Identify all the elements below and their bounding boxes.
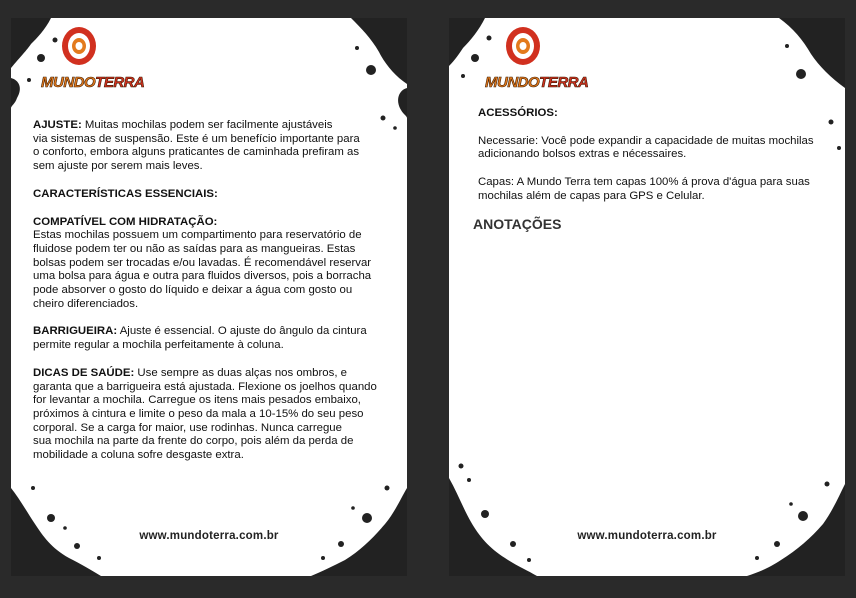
- caracteristicas-heading: CARACTERÍSTICAS ESSENCIAIS:: [33, 187, 218, 200]
- right-page-content: [478, 107, 838, 218]
- mundoterra-logo: [483, 24, 589, 96]
- anotacoes-heading: ANOTAÇÕES: [473, 216, 562, 232]
- necessarie-paragraph: Necessarie: Você pode expandir a capacidade de muitas mochilas adicionando bolsos extras e nécessaires.: [478, 134, 814, 161]
- barrigueira-paragraph: [33, 325, 405, 352]
- dicas-text: Use sempre as duas alças nos ombros, e garanta que a barrigueira está ajustada. Flexione os joelhos quando for levantar a mochila. Carregue os itens mais pesados embaixo, próximos à cintura e limite o peso da mala a 10-15% do seu peso corporal. Se a carga for maior, use rodinhas. Nunca carregue sua mochila na parte da frente do corpo, pois além da perda de mobilidade a coluna sofre desgaste extra.: [33, 366, 377, 462]
- right-page: [449, 18, 845, 576]
- spiral-logo-icon: [59, 24, 99, 68]
- hidratacao-text: Estas mochilas possuem um compartimento para reservatório de fluidose podem ter ou não as saídas para as mangueiras. Estas bolsas podem ser trocadas e/ou lavadas. É recomendável reservar uma bolsa para água e outra para fluidos diversos, pois a borracha pode absorver o gosto do líquido e deixar a água com gosto ou cheiro diferenciados.: [33, 229, 372, 310]
- ink-splatter-decoration: [449, 18, 845, 576]
- website-url[interactable]: www.mundoterra.com.br: [139, 530, 279, 542]
- hidratacao-paragraph: [33, 216, 405, 312]
- website-url[interactable]: www.mundoterra.com.br: [577, 530, 717, 542]
- left-page: [11, 18, 407, 576]
- spiral-logo-icon: [503, 24, 543, 68]
- capas-paragraph: Capas: A Mundo Terra tem capas 100% á prova d'água para suas mochilas além de capas para GPS e Celular.: [478, 176, 810, 202]
- ajuste-label: AJUSTE:: [33, 119, 82, 131]
- mundoterra-logo: [39, 24, 145, 96]
- logo-wordmark: MUNDOTERRA: [485, 74, 589, 91]
- barrigueira-label: BARRIGUEIRA:: [33, 325, 118, 338]
- dicas-label: DICAS DE SAÚDE:: [33, 366, 135, 379]
- ajuste-text: Muitas mochilas podem ser facilmente ajustáveis via sistemas de suspensão. Este é um benefício importante para o conforto, embora alguns praticantes de caminhada prefiram as sem ajuste por serem mais leves.: [33, 119, 360, 173]
- logo-wordmark: MUNDOTERRA: [41, 74, 145, 91]
- acessorios-heading: ACESSÓRIOS:: [478, 107, 558, 119]
- left-page-content: [33, 119, 405, 477]
- hidratacao-label: COMPATÍVEL COM HIDRATAÇÃO:: [33, 215, 218, 228]
- barrigueira-text: Ajuste é essencial. O ajuste do ângulo da cintura permite regular a mochila perfeitamente à coluna.: [33, 325, 367, 352]
- ajuste-paragraph: [33, 119, 405, 174]
- dicas-paragraph: [33, 367, 405, 463]
